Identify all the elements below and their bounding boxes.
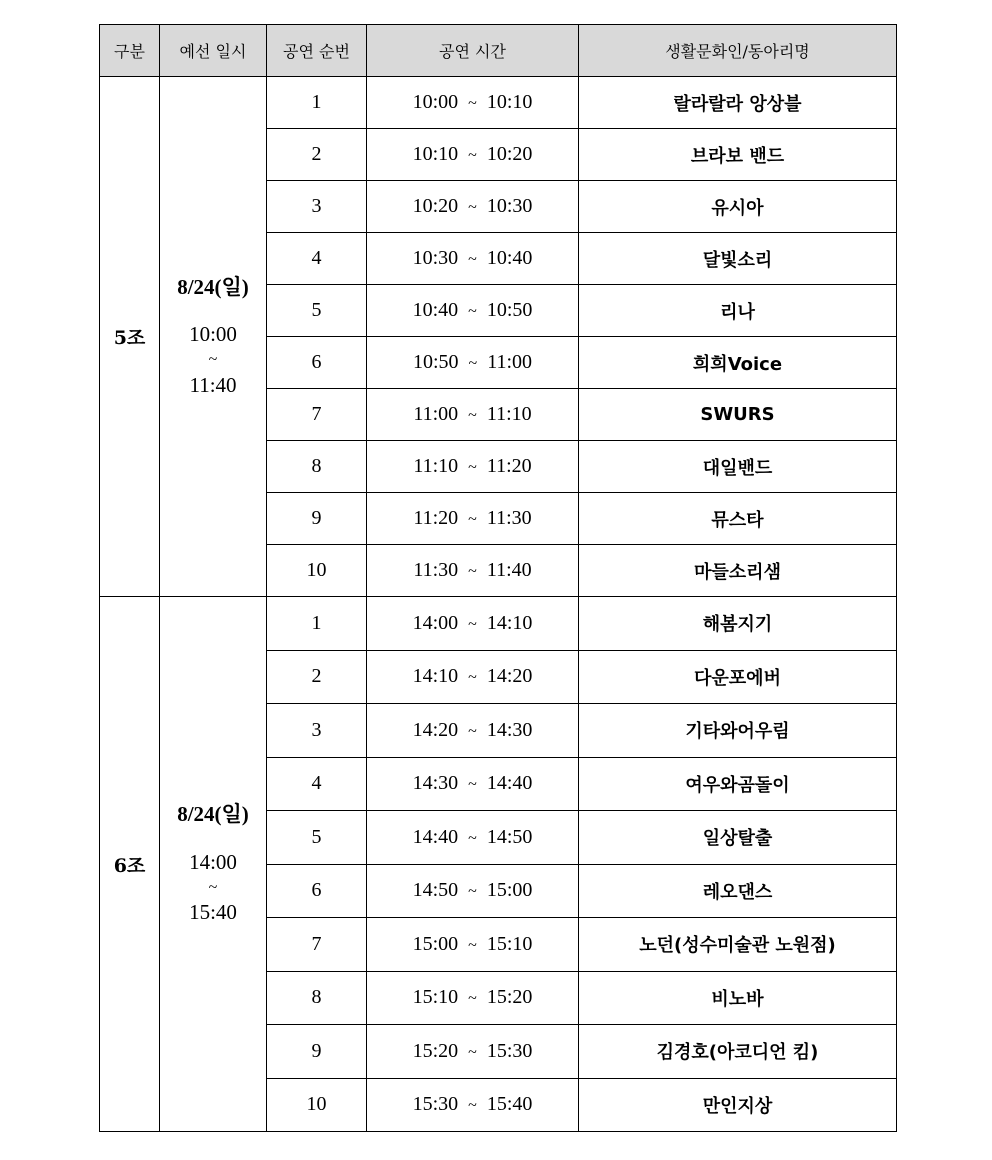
- time-separator: ~: [468, 990, 477, 1008]
- performance-time: [367, 597, 579, 651]
- team-name: 랄라랄라 앙상블: [579, 77, 897, 129]
- qualifier-start-time: 14:00: [189, 849, 237, 874]
- time-end: 14:20: [486, 665, 533, 688]
- qualifier-datetime: [160, 597, 267, 1132]
- performance-time: [367, 864, 579, 918]
- time-start: 11:10: [413, 455, 459, 477]
- time-start: 11:20: [413, 507, 459, 529]
- performance-schedule-table: [99, 24, 897, 1132]
- team-name: 기타와어우림: [579, 704, 897, 758]
- time-start: 10:30: [412, 247, 459, 269]
- performance-time: [367, 493, 579, 545]
- performance-order: 10: [267, 545, 367, 597]
- performance-time: [367, 337, 579, 389]
- time-separator: ~: [468, 1043, 477, 1061]
- time-start: 10:50: [412, 351, 459, 373]
- time-start: 11:30: [413, 559, 459, 581]
- group-label: 5조: [100, 77, 160, 597]
- time-separator: ~: [468, 776, 477, 794]
- team-name: SWURS: [579, 389, 897, 441]
- performance-order: 7: [267, 918, 367, 972]
- team-name: 유시아: [579, 181, 897, 233]
- header-group: 구분: [100, 25, 160, 77]
- performance-time: [367, 757, 579, 811]
- performance-order: 10: [267, 1078, 367, 1132]
- time-separator: ~: [468, 407, 477, 424]
- time-separator: ~: [468, 669, 477, 687]
- time-end: 10:10: [486, 91, 533, 113]
- performance-order: 8: [267, 971, 367, 1025]
- performance-order: 7: [267, 389, 367, 441]
- team-name: 만인지상: [579, 1078, 897, 1132]
- time-start: 15:20: [412, 1039, 459, 1062]
- time-separator: ~: [468, 936, 477, 954]
- time-separator: ~: [468, 563, 477, 580]
- performance-order: 8: [267, 441, 367, 493]
- team-name: 김경호(아코디언 킴): [579, 1025, 897, 1079]
- performance-order: 5: [267, 811, 367, 865]
- header-date: 예선 일시: [160, 25, 267, 77]
- performance-order: 9: [267, 1025, 367, 1079]
- performance-order: 3: [267, 704, 367, 758]
- qualifier-date: 8/24(일): [177, 274, 249, 299]
- performance-order: 1: [267, 597, 367, 651]
- header-row: [100, 25, 897, 77]
- qualifier-time-tilde: ~: [208, 878, 218, 896]
- performance-order: 9: [267, 493, 367, 545]
- header-order: 공연 순번: [267, 25, 367, 77]
- time-start: 14:40: [412, 825, 459, 848]
- team-name: 다운포에버: [579, 650, 897, 704]
- time-separator: ~: [468, 615, 477, 633]
- performance-order: 6: [267, 337, 367, 389]
- time-end: 11:40: [486, 559, 532, 581]
- time-end: 11:00: [487, 351, 533, 373]
- qualifier-end-time: 11:40: [189, 372, 237, 397]
- time-end: 11:20: [486, 455, 532, 477]
- qualifier-date: 8/24(일): [177, 802, 249, 827]
- performance-order: 2: [267, 129, 367, 181]
- time-end: 14:50: [486, 825, 533, 848]
- performance-time: [367, 441, 579, 493]
- team-name: 리나: [579, 285, 897, 337]
- team-name: 여우와곰돌이: [579, 757, 897, 811]
- time-start: 15:10: [412, 986, 459, 1009]
- performance-order: 5: [267, 285, 367, 337]
- time-start: 10:40: [412, 299, 459, 321]
- team-name: 대일밴드: [579, 441, 897, 493]
- time-end: 10:30: [486, 195, 533, 217]
- team-name: 브라보 밴드: [579, 129, 897, 181]
- time-start: 15:00: [412, 932, 459, 955]
- performance-time: [367, 545, 579, 597]
- qualifier-end-time: 15:40: [189, 900, 237, 925]
- performance-time: [367, 1025, 579, 1079]
- time-end: 10:50: [486, 299, 533, 321]
- performance-time: [367, 181, 579, 233]
- table-row: [100, 597, 897, 651]
- time-separator: ~: [468, 199, 477, 216]
- time-separator: ~: [468, 883, 477, 901]
- time-separator: ~: [468, 1097, 477, 1115]
- performance-time: [367, 77, 579, 129]
- time-end: 15:00: [486, 879, 533, 902]
- time-start: 14:00: [412, 611, 459, 634]
- performance-time: [367, 650, 579, 704]
- time-separator: ~: [468, 355, 478, 372]
- performance-time: [367, 971, 579, 1025]
- qualifier-time-tilde: ~: [208, 351, 218, 369]
- time-end: 10:40: [486, 247, 533, 269]
- time-separator: ~: [468, 829, 477, 847]
- time-start: 14:20: [412, 718, 459, 741]
- performance-time: [367, 704, 579, 758]
- time-start: 10:20: [412, 195, 459, 217]
- performance-time: [367, 918, 579, 972]
- performance-time: [367, 1078, 579, 1132]
- team-name: 비노바: [579, 971, 897, 1025]
- team-name: 희희Voice: [579, 337, 897, 389]
- team-name: 노던(성수미술관 노원점): [579, 918, 897, 972]
- time-end: 11:10: [486, 403, 532, 425]
- performance-time: [367, 233, 579, 285]
- performance-time: [367, 811, 579, 865]
- time-start: 14:10: [412, 665, 459, 688]
- time-end: 15:20: [486, 986, 533, 1009]
- time-start: 14:50: [412, 879, 459, 902]
- time-separator: ~: [468, 459, 477, 476]
- time-separator: ~: [468, 95, 477, 112]
- team-name: 뮤스타: [579, 493, 897, 545]
- time-start: 10:00: [412, 91, 459, 113]
- team-name: 해봄지기: [579, 597, 897, 651]
- time-start: 14:30: [412, 772, 459, 795]
- time-end: 15:40: [486, 1093, 533, 1116]
- performance-time: [367, 389, 579, 441]
- time-separator: ~: [468, 511, 477, 528]
- performance-time: [367, 129, 579, 181]
- time-separator: ~: [468, 147, 477, 164]
- performance-order: 3: [267, 181, 367, 233]
- time-start: 15:30: [412, 1093, 459, 1116]
- header-time: 공연 시간: [367, 25, 579, 77]
- performance-order: 4: [267, 233, 367, 285]
- time-separator: ~: [468, 303, 477, 320]
- performance-time: [367, 285, 579, 337]
- time-end: 14:10: [486, 611, 533, 634]
- time-separator: ~: [468, 722, 477, 740]
- table-row: [100, 77, 897, 129]
- time-end: 15:30: [486, 1039, 533, 1062]
- time-end: 14:30: [486, 718, 533, 741]
- performance-order: 2: [267, 650, 367, 704]
- header-team-name: 생활문화인/동아리명: [579, 25, 897, 77]
- time-end: 15:10: [486, 932, 533, 955]
- qualifier-datetime: [160, 77, 267, 597]
- time-start: 10:10: [412, 143, 459, 165]
- performance-order: 4: [267, 757, 367, 811]
- time-start: 11:00: [413, 403, 459, 425]
- performance-order: 6: [267, 864, 367, 918]
- time-end: 14:40: [486, 772, 533, 795]
- time-end: 11:30: [486, 507, 532, 529]
- time-end: 10:20: [486, 143, 533, 165]
- team-name: 마들소리샘: [579, 545, 897, 597]
- team-name: 달빛소리: [579, 233, 897, 285]
- team-name: 일상탈출: [579, 811, 897, 865]
- group-label: 6조: [100, 597, 160, 1132]
- performance-order: 1: [267, 77, 367, 129]
- time-separator: ~: [468, 251, 477, 268]
- team-name: 레오댄스: [579, 864, 897, 918]
- qualifier-start-time: 10:00: [189, 322, 237, 347]
